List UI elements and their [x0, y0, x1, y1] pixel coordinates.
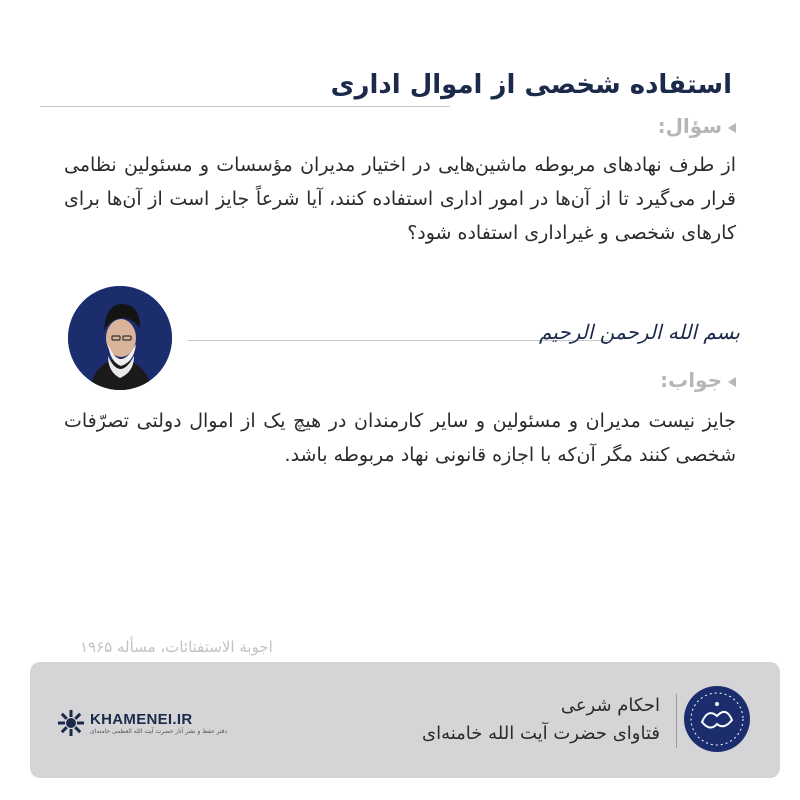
footer-bar	[30, 662, 780, 778]
series-line-2: فتاوای حضرت آیت الله خامنه‌ای	[421, 723, 660, 744]
series-seal-icon	[684, 686, 750, 752]
brand-subtitle: دفتر حفظ و نشر آثار حضرت آیت الله العظمی خامنه‌ای	[90, 728, 228, 735]
brand-name: KHAMENEI.IR	[90, 711, 193, 728]
footer-separator	[676, 694, 677, 748]
series-line-1: احکام شرعی	[560, 695, 660, 716]
question-text: از طرف نهادهای مربوطه ماشین‌هایی در اختیار مدیران مؤسسات و مسئولین نظامی قرار می‌گیرد تا از آن‌ها در امور اداری استفاده کنند، آیا شرعاً جایز است از آن‌ها برای کارهای شخصی و غیراداری استفاده شود؟	[64, 154, 736, 244]
question-label-row	[658, 114, 736, 138]
portrait-avatar	[68, 286, 172, 390]
source-citation: اجوبة الاستفتائات، مسأله ۱۹۶۵	[80, 638, 273, 656]
basmala-calligraphy: بسم الله الرحمن الرحیم	[538, 320, 740, 344]
series-caption	[422, 692, 660, 748]
arrow-left-icon	[728, 123, 736, 133]
answer-label: جواب:	[660, 368, 722, 392]
answer-label-row	[660, 368, 736, 392]
basmala-row	[68, 286, 740, 396]
answer-text: جایز نیست مدیران و مسئولین و سایر کارمندان در هیچ یک از اموال دولتی تصرّفات شخصی کنند مگر آن‌که با اجازه قانونی نهاد مربوطه باشد.	[64, 410, 736, 466]
title-divider	[40, 106, 450, 107]
portrait-icon	[68, 286, 172, 390]
question-label: سؤال:	[657, 114, 722, 138]
brand[interactable]	[58, 708, 227, 738]
page-title: استفاده شخصی از اموال اداری	[330, 70, 732, 100]
arrow-left-icon	[728, 377, 736, 387]
khamenei-ir-logo-icon	[58, 710, 84, 736]
